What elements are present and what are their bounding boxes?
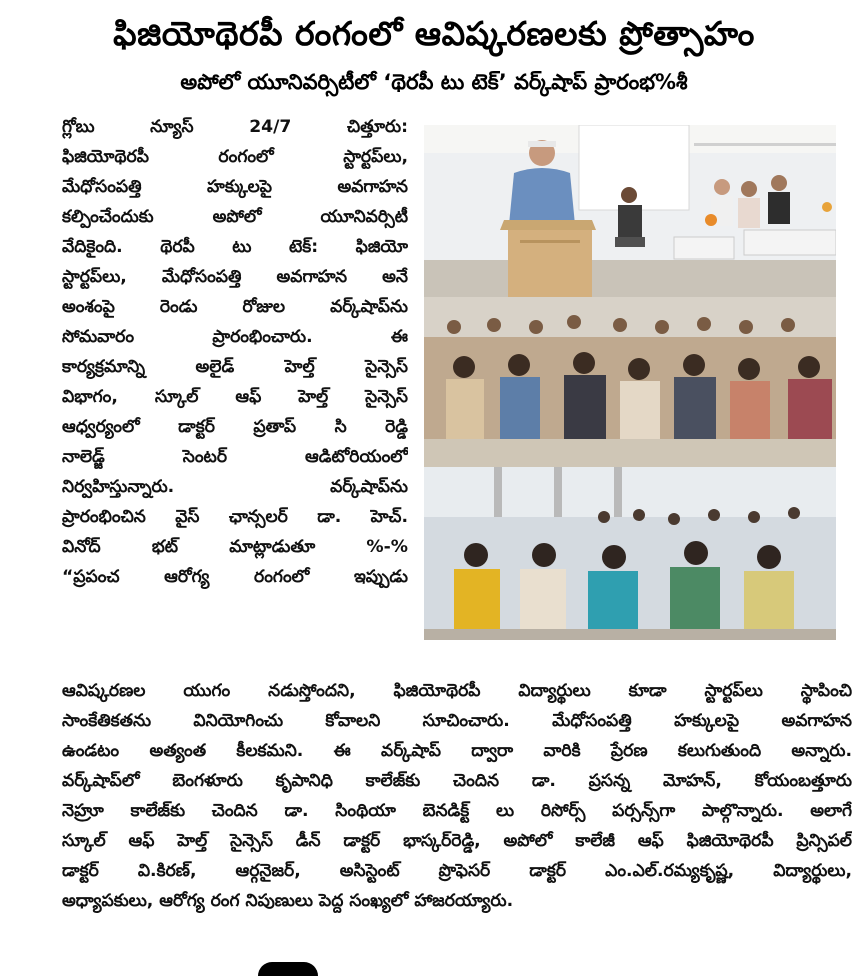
column-line: నిర్వహిస్తున్నారు. వర్క్‌షాప్‌ను	[62, 477, 408, 497]
photo-speaker-at-podium	[424, 125, 836, 297]
column-line: “ప్రపంచ ఆరోగ్య రంగంలో ఇప్పుడు	[62, 567, 408, 587]
article-body-full-width	[62, 676, 852, 916]
column-line: ఫిజియోథెరపీ రంగంలో స్టార్టప్‌లు,	[62, 147, 408, 167]
column-line: ఆధ్వర్యంలో డాక్టర్ ప్రతాప్ సి రెడ్డి	[62, 417, 408, 437]
article-subheadline: అపోలో యూనివర్సిటీలో ‘థెరపీ టు టెక్’ వర్క్‌షాప్ ప్రారంభ%శీ	[180, 70, 688, 94]
column-line: వినోద్ భట్ మాట్లాడుతూ %-%	[62, 537, 408, 557]
photo-audience-students	[424, 467, 836, 640]
body-line: స్కూల్ ఆఫ్ హెల్త్ సైన్సెస్ డీన్ డాక్టర్ భాస్కర్‌రెడ్డి, అపోలో కాలేజీ ఆఫ్ ఫిజియోథెరపీ ప్రిన్సిపల్	[62, 831, 852, 851]
column-line: స్టార్టప్‌లు, మేధోసంపత్తి అవగాహన అనే	[62, 267, 408, 287]
column-line: ప్రారంభించిన వైస్ ఛాన్సలర్ డా. హెచ్.	[62, 507, 408, 527]
body-line: ఆవిష్కరణల యుగం నడుస్తోందని, ఫిజియోథెరపీ విద్యార్థులు కూడా స్టార్టప్‌లు స్థాపించి	[62, 681, 852, 701]
photo-audience-front	[424, 297, 836, 467]
cropped-graphic	[258, 962, 318, 976]
article-column	[62, 112, 408, 592]
article-headline: ఫిజియోథెరపీ రంగంలో ఆవిష్కరణలకు ప్రోత్సాహం	[113, 14, 755, 53]
body-line: వర్క్‌షాప్‌లో బెంగళూరు కృపానిధి కాలేజ్‌కు చెందిన డా. ప్రసన్న మోహన్, కోయంబత్తూరు	[62, 771, 852, 791]
body-line: నెహ్రూ కాలేజ్‌కు చెందిన డా. సింథియా బెనడిక్ట్ లు రిసోర్స్ పర్సన్స్‌గా పాల్గొన్నారు. అలాగే	[62, 801, 852, 821]
body-line: అధ్యాపకులు, ఆరోగ్య రంగ నిపుణులు పెద్ద సంఖ్యలో హాజరయ్యారు.	[62, 891, 514, 911]
article-dateline: గ్లోబు న్యూస్ 24/7 చిత్తూరు:	[62, 117, 408, 137]
column-line: సోమవారం ప్రారంభించారు. ఈ	[62, 327, 408, 347]
column-line: మేధోసంపత్తి హక్కులపై అవగాహన	[62, 177, 408, 197]
column-line: కల్పించేందుకు అపోలో యూనివర్సిటీ	[62, 207, 408, 227]
body-line: డాక్టర్ వి.కిరణ్, ఆర్గనైజర్, అసిస్టెంట్ ప్రొఫెసర్ డాక్టర్ ఎం.ఎల్.రమ్యకృష్ణ, విద్యార్థులు,	[62, 861, 852, 881]
column-line: నాలెడ్జ్ సెంటర్ ఆడిటోరియంలో	[62, 447, 408, 467]
column-line: విభాగం, స్కూల్ ఆఫ్ హెల్త్ సైన్సెస్	[62, 387, 408, 407]
column-line: వేదికైంది. థెరపీ టు టెక్: ఫిజియో	[62, 237, 408, 257]
body-line: సాంకేతికతను వినియోగించు కోవాలని సూచించారు. మేధోసంపత్తి హక్కులపై అవగాహన	[62, 711, 852, 731]
body-line: ఉండటం అత్యంత కీలకమని. ఈ వర్క్‌షాప్ ద్వారా వారికి ప్రేరణ కలుగుతుంది అన్నారు.	[62, 741, 852, 761]
column-line: అంశంపై రెండు రోజుల వర్క్‌షాప్‌ను	[62, 297, 408, 317]
column-line: కార్యక్రమాన్ని అలైడ్ హెల్త్ సైన్సెస్	[62, 357, 408, 377]
